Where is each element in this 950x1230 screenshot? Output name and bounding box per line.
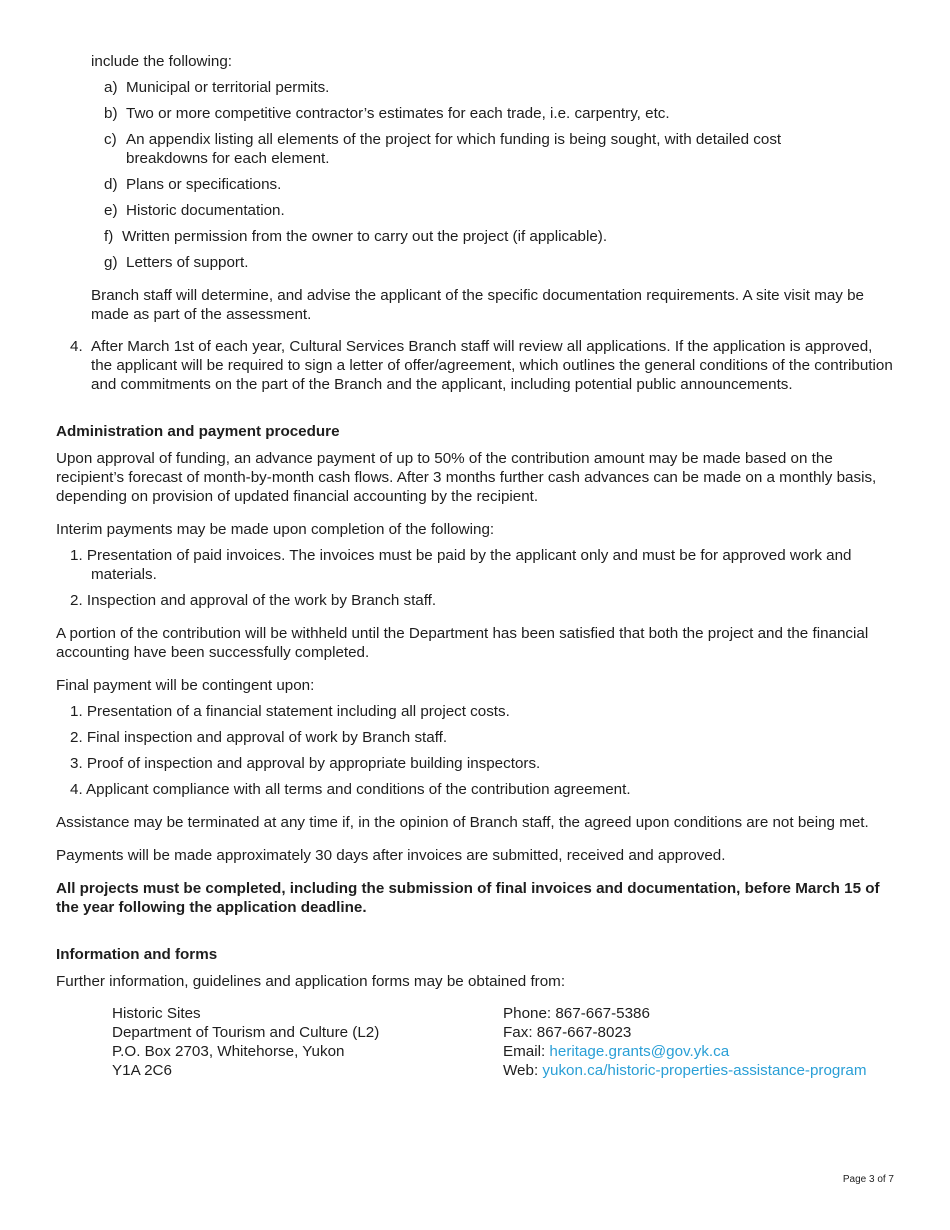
list-item-text: Written permission from the owner to carry out the project (if applicable).	[122, 228, 608, 245]
intro-text: include the following:	[91, 53, 232, 70]
contact-details	[503, 1004, 896, 1080]
deadline-notice: All projects must be completed, including the submission of final invoices and documentation, before March 15 of the year following the application deadline.	[56, 880, 880, 916]
list-item-label: b)	[104, 105, 118, 122]
interim-list	[70, 546, 896, 610]
list-item	[104, 253, 896, 272]
mailing-address	[112, 1004, 503, 1080]
list-item: 1. Presentation of paid invoices. The invoices must be paid by the applicant only and must be for approved work and materials.	[70, 547, 852, 583]
admin-paragraph: Payments will be made approximately 30 days after invoices are submitted, received and approved.	[56, 847, 726, 864]
address-line: Department of Tourism and Culture (L2)	[112, 1024, 380, 1041]
list-item-label: e)	[104, 202, 118, 219]
list-item: 3. Proof of inspection and approval by appropriate building inspectors.	[70, 755, 541, 772]
branch-note: Branch staff will determine, and advise the applicant of the specific documentation requirements. A site visit may be made as part of the assessment.	[91, 287, 865, 323]
address-line: Historic Sites	[112, 1005, 201, 1022]
list-item-label: f)	[104, 228, 114, 245]
email-label: Email:	[503, 1043, 550, 1060]
info-paragraph: Further information, guidelines and application forms may be obtained from:	[56, 973, 566, 990]
admin-paragraph: Upon approval of funding, an advance payment of up to 50% of the contribution amount may be made based on the recipient’s forecast of month-by-month cash flows. After 3 months further cash advances can be made on a monthly basis, depending on provision of updated financial accounting by the recipient.	[56, 450, 877, 505]
documentation-list	[104, 78, 896, 272]
email-link[interactable]: heritage.grants@gov.yk.ca	[549, 1043, 730, 1060]
list-item-text: An appendix listing all elements of the project for which funding is being sought, with detailed cost breakdowns for each element.	[126, 131, 782, 167]
list-item-text: Municipal or territorial permits.	[126, 79, 330, 96]
list-item-label: a)	[104, 79, 118, 96]
info-heading: Information and forms	[56, 946, 218, 963]
web-link[interactable]: yukon.ca/historic-properties-assistance-program	[542, 1062, 867, 1079]
web-line	[503, 1061, 896, 1080]
list-item	[104, 104, 896, 123]
list-item-label: g)	[104, 254, 118, 271]
step-item	[70, 337, 896, 394]
list-item	[104, 78, 896, 97]
fax-number: Fax: 867-667-8023	[503, 1024, 632, 1041]
page-number: Page 3 of 7	[842, 1174, 894, 1185]
list-item	[104, 201, 896, 220]
web-label: Web:	[503, 1062, 543, 1079]
contact-block	[112, 1004, 896, 1080]
list-item	[104, 227, 896, 246]
list-item-text: Letters of support.	[126, 254, 249, 271]
email-line	[503, 1042, 896, 1061]
step-label: 4.	[70, 338, 83, 355]
admin-paragraph: A portion of the contribution will be withheld until the Department has been satisfied that both the project and the financial accounting have been successfully completed.	[56, 625, 869, 661]
admin-paragraph: Assistance may be terminated at any time if, in the opinion of Branch staff, the agreed upon conditions are not being met.	[56, 814, 869, 831]
document-page	[56, 52, 896, 1080]
admin-paragraph: Interim payments may be made upon completion of the following:	[56, 521, 495, 538]
list-item-text: Historic documentation.	[126, 202, 285, 219]
admin-paragraph: Final payment will be contingent upon:	[56, 677, 315, 694]
list-item: 2. Inspection and approval of the work by Branch staff.	[70, 592, 437, 609]
step-text: After March 1st of each year, Cultural Services Branch staff will review all applications. If the application is approved, the applicant will be required to sign a letter of offer/agreement, which outlines the general conditions of the contribution and commitments on the part of the Branch and the applicant, including potential public announcements.	[91, 338, 893, 393]
list-item-text: Plans or specifications.	[126, 176, 282, 193]
list-item-text: Two or more competitive contractor’s estimates for each trade, i.e. carpentry, etc.	[126, 105, 670, 122]
admin-heading: Administration and payment procedure	[56, 423, 340, 440]
list-item: 1. Presentation of a financial statement including all project costs.	[70, 703, 510, 720]
list-item-label: d)	[104, 176, 118, 193]
address-line: Y1A 2C6	[112, 1062, 172, 1079]
list-item: 2. Final inspection and approval of work by Branch staff.	[70, 729, 448, 746]
list-item: 4. Applicant compliance with all terms and conditions of the contribution agreement.	[70, 781, 631, 798]
final-payment-list	[70, 702, 896, 799]
list-item-label: c)	[104, 131, 117, 148]
address-line: P.O. Box 2703, Whitehorse, Yukon	[112, 1043, 345, 1060]
list-item	[104, 175, 896, 194]
list-item	[104, 130, 896, 168]
phone-number: Phone: 867-667-5386	[503, 1005, 650, 1022]
